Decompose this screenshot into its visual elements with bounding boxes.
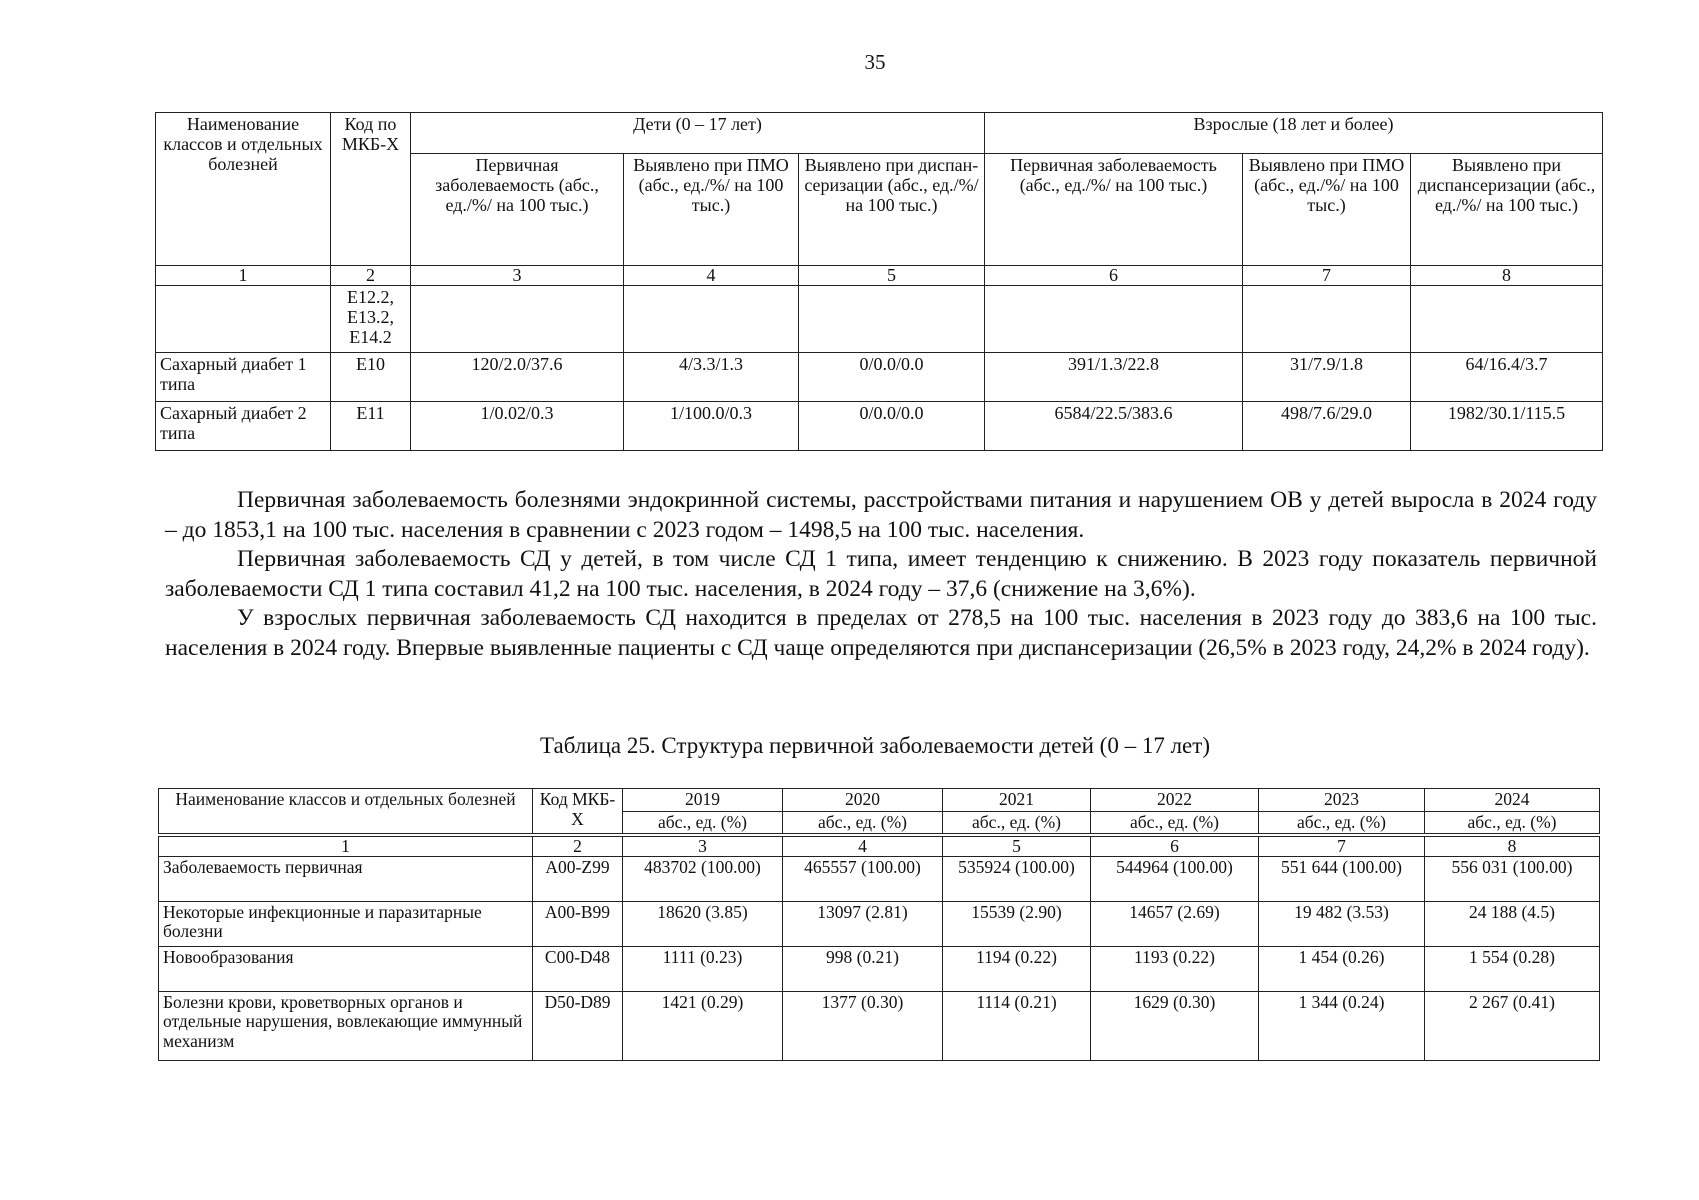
table-cell: 1982/30.1/115.5 [1411,401,1603,450]
table-row [159,856,1600,901]
table-cell: 14657 (2.69) [1091,901,1259,946]
table-caption: Таблица 25. Структура первичной заболеваемости детей (0 – 17 лет) [540,733,1210,758]
column-number-row [159,837,1600,856]
table-cell: 1 344 (0.24) [1259,991,1425,1060]
table-cell: 19 482 (3.53) [1259,901,1425,946]
table-row [159,991,1600,1060]
primary-incidence-children-table [158,788,1600,1061]
table-cell: 1377 (0.30) [783,991,943,1060]
header-code: Код МКБ-X [533,789,623,834]
table-cell: 1/0.02/0.3 [411,401,624,450]
header-children-group: Дети (0 – 17 лет) [411,113,985,154]
row-code: A00-Z99 [533,856,623,901]
table-row [159,946,1600,991]
column-number: 3 [411,266,624,286]
table-cell [985,285,1243,352]
header-name: Наименование классов и отдельных болезней [156,113,331,266]
table-cell: 544964 (100.00) [1091,856,1259,901]
header-code: Код по МКБ-X [331,113,411,266]
column-number: 4 [783,837,943,856]
table-cell: 391/1.3/22.8 [985,352,1243,401]
column-number-row [156,266,1603,286]
table-row [156,285,1603,352]
column-number: 2 [533,837,623,856]
row-code: E12.2, E13.2, E14.2 [331,285,411,352]
column-number: 8 [1411,266,1603,286]
table-cell: 4/3.3/1.3 [624,352,799,401]
column-number: 5 [943,837,1091,856]
row-name: Заболеваемость первичная [159,856,533,901]
header-col-7: Выявлено при ПМО (абс., ед./%/ на 100 тыс.) [1243,153,1411,265]
row-name: Сахарный диабет 2 типа [156,401,331,450]
column-number: 6 [1091,837,1259,856]
column-number: 1 [159,837,533,856]
row-code: D50-D89 [533,991,623,1060]
row-code: A00-B99 [533,901,623,946]
header-unit: абс., ед. (%) [623,811,783,834]
row-code: C00-D48 [533,946,623,991]
table-cell: 551 644 (100.00) [1259,856,1425,901]
column-number: 7 [1259,837,1425,856]
column-number: 7 [1243,266,1411,286]
table-cell: 1111 (0.23) [623,946,783,991]
header-year: 2024 [1425,789,1600,812]
table-row [159,901,1600,946]
table-cell: 6584/22.5/383.6 [985,401,1243,450]
column-number: 3 [623,837,783,856]
table-cell: 64/16.4/3.7 [1411,352,1603,401]
header-year: 2020 [783,789,943,812]
row-name: Новообразования [159,946,533,991]
header-unit: абс., ед. (%) [943,811,1091,834]
table-row [156,352,1603,401]
table-cell: 498/7.6/29.0 [1243,401,1411,450]
header-unit: абс., ед. (%) [1425,811,1600,834]
row-code: E11 [331,401,411,450]
column-number: 5 [799,266,985,286]
body-text [165,486,1597,664]
header-unit: абс., ед. (%) [783,811,943,834]
row-code: E10 [331,352,411,401]
table-cell: 1 554 (0.28) [1425,946,1600,991]
table-cell: 1/100.0/0.3 [624,401,799,450]
header-col-8: Выявлено при диспансеризации (абс., ед./%/ на 100 тыс.) [1411,153,1603,265]
paragraph: Первичная заболеваемость СД у детей, в том числе СД 1 типа, имеет тенденцию к снижению. В 2023 году показатель первичной заболеваемости СД 1 типа составил 41,2 на 100 тыс. населения, в 2024 году – 37,6 (снижение на 3,6%). [165,546,1597,602]
header-year: 2019 [623,789,783,812]
table-cell: 0/0.0/0.0 [799,352,985,401]
table-cell: 15539 (2.90) [943,901,1091,946]
table-cell [1243,285,1411,352]
table-cell: 535924 (100.00) [943,856,1091,901]
table-cell: 2 267 (0.41) [1425,991,1600,1060]
header-col-4: Выявлено при ПМО (абс., ед./%/ на 100 тыс.) [624,153,799,265]
row-name: Сахарный диабет 1 типа [156,352,331,401]
header-row-years [159,789,1600,812]
row-name: Некоторые инфекционные и паразитарные болезни [159,901,533,946]
header-year: 2021 [943,789,1091,812]
table-cell: 13097 (2.81) [783,901,943,946]
header-unit: абс., ед. (%) [1259,811,1425,834]
column-number: 4 [624,266,799,286]
table-cell: 1193 (0.22) [1091,946,1259,991]
row-name [156,285,331,352]
header-year: 2023 [1259,789,1425,812]
table-cell: 1114 (0.21) [943,991,1091,1060]
table-cell: 18620 (3.85) [623,901,783,946]
page-number: 35 [864,50,886,74]
table-cell [799,285,985,352]
header-col-6: Первичная заболеваемость (абс., ед./%/ на 100 тыс.) [985,153,1243,265]
paragraph: У взрослых первичная заболеваемость СД находится в пределах от 278,5 на 100 тыс. населения в 2023 году до 383,6 на 100 тыс. населения в 2024 году. Впервые выявленные пациенты с СД чаще определяются при диспансеризации (26,5% в 2023 году, 24,2% в 2024 году). [165,605,1597,662]
header-adults-group: Взрослые (18 лет и более) [985,113,1603,154]
paragraph: Первичная заболеваемость болезнями эндокринной системы, расстройствами питания и нарушением ОВ у детей выросла в 2024 году – до 1853,1 на 100 тыс. населения в сравнении с 2023 годом – 1498,5 на 100 тыс. населения. [165,487,1597,543]
table-cell [624,285,799,352]
table-cell: 465557 (100.00) [783,856,943,901]
table-cell: 31/7.9/1.8 [1243,352,1411,401]
header-unit: абс., ед. (%) [1091,811,1259,834]
header-name: Наименование классов и отдельных болезней [159,789,533,834]
table-cell: 24 188 (4.5) [1425,901,1600,946]
table-cell [1411,285,1603,352]
header-col-3: Первичная заболеваемость (абс., ед./%/ на 100 тыс.) [411,153,624,265]
table-cell: 1629 (0.30) [1091,991,1259,1060]
header-row-groups [156,113,1603,154]
header-year: 2022 [1091,789,1259,812]
table-cell: 1421 (0.29) [623,991,783,1060]
diabetes-incidence-table [155,112,1603,451]
table-cell: 1 454 (0.26) [1259,946,1425,991]
table-cell: 483702 (100.00) [623,856,783,901]
column-number: 1 [156,266,331,286]
column-number: 6 [985,266,1243,286]
column-number: 8 [1425,837,1600,856]
table-cell: 998 (0.21) [783,946,943,991]
header-col-5: Выявлено при диспан- серизации (абс., ед./%/ на 100 тыс.) [799,153,985,265]
table-cell: 120/2.0/37.6 [411,352,624,401]
table-row [156,401,1603,450]
row-name: Болезни крови, кроветворных органов и отдельные нарушения, вовлекающие иммунный механизм [159,991,533,1060]
table-cell [411,285,624,352]
table-cell: 556 031 (100.00) [1425,856,1600,901]
table-cell: 0/0.0/0.0 [799,401,985,450]
table-cell: 1194 (0.22) [943,946,1091,991]
column-number: 2 [331,266,411,286]
